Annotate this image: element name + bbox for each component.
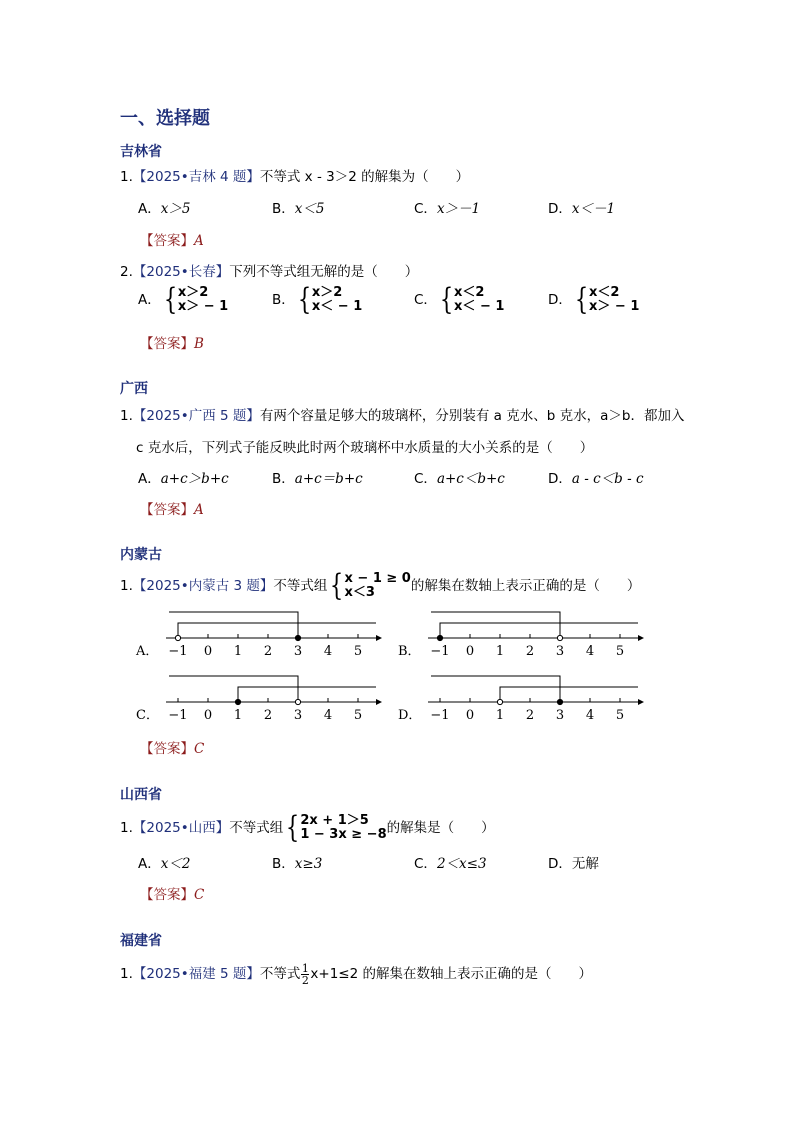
endpoint-dot (295, 699, 300, 704)
fraction: $\frac{1}{2}$ (301, 961, 309, 987)
tick-label: 5 (615, 708, 625, 723)
tick-label: 5 (615, 644, 625, 659)
option-a: A．x＜2 (138, 856, 191, 872)
option-label: B． (398, 644, 421, 659)
question-neimenggu-1: 1.【2025•内蒙古 3 题】不等式组 { x − 1 ≥ 0 x＜3 的解集在数轴上表示正确的是（ ） (120, 568, 641, 603)
range-bracket (431, 676, 560, 702)
option-d: D．x＜－1 (548, 201, 616, 217)
option-d: D． { x＜2 x＞ − 1 (548, 282, 640, 317)
option-b: B．a+c＝b+c (272, 471, 363, 487)
tick-label: −1 (430, 644, 450, 659)
tick-label: 3 (555, 708, 565, 723)
answer-jilin-1: 【答案】A (140, 233, 204, 249)
tick-label: −1 (168, 708, 188, 723)
source-tag-close: 】 (246, 169, 260, 185)
tick-label: 1 (495, 708, 505, 723)
option-c: C．2＜x≤3 (414, 856, 487, 872)
answer-neimenggu-1: 【答案】C (140, 741, 205, 757)
answer-changchun-2: 【答案】B (140, 336, 204, 352)
tick-label: 0 (465, 644, 475, 659)
tick-label: 4 (585, 708, 595, 723)
range-bracket (169, 676, 298, 702)
tick-label: 0 (203, 708, 213, 723)
option-label: A． (136, 644, 159, 659)
tick-label: 0 (203, 644, 213, 659)
source-tag-year: 2025• (146, 169, 189, 185)
region-heading-fujian: 福建省 (120, 933, 162, 949)
option-a: A． { x＞2 x＞ − 1 (138, 282, 229, 317)
tick-label: 1 (233, 644, 243, 659)
range-bracket (431, 612, 560, 638)
question-changchun-2: 2.【2025•长春】下列不等式组无解的是（ ） (120, 264, 419, 280)
region-heading-shanxi: 山西省 (120, 787, 162, 803)
question-guangxi-1-line2: c 克水后，下列式子能反映此时两个玻璃杯中水质量的大小关系的是（ ） (136, 440, 594, 456)
tick-label: 5 (353, 644, 363, 659)
option-b: B． { x＞2 x＜ − 1 (272, 282, 363, 317)
option-a: A．x＞5 (138, 201, 191, 217)
tick-label: 3 (293, 708, 303, 723)
region-heading-guangxi: 广西 (120, 381, 148, 397)
question-guangxi-1: 1.【2025•广西 5 题】有两个容量足够大的玻璃杯，分别装有 a 克水、b 克水，a＞b．都加入 (120, 408, 685, 424)
option-c: C．a+c＜b+c (414, 471, 505, 487)
question-fujian-1: 1.【2025•福建 5 题】不等式 $\frac{1}{2}$ x+1≤2 的解集在数轴上表示正确的是（ ） (120, 961, 592, 987)
tick-label: 3 (293, 644, 303, 659)
question-number: 1. (120, 169, 133, 185)
section-title: 一、选择题 (120, 108, 210, 129)
endpoint-dot (557, 635, 562, 640)
range-bracket (500, 687, 638, 702)
endpoint-dot (175, 635, 180, 640)
tick-label: 0 (465, 708, 475, 723)
option-c: C． { x＜2 x＜ − 1 (414, 282, 505, 317)
option-b: B．x≥3 (272, 856, 323, 872)
endpoint-dot (437, 635, 442, 640)
source-tag-open: 【 (132, 169, 147, 185)
answer-shanxi-1: 【答案】C (140, 887, 205, 903)
option-d: D．无解 (548, 856, 599, 872)
question-jilin-1 (120, 165, 469, 185)
tick-label: 1 (233, 708, 243, 723)
tick-label: 4 (323, 708, 333, 723)
endpoint-dot (295, 635, 300, 640)
tick-label: 4 (585, 644, 595, 659)
number-line-options (130, 600, 650, 730)
question-text: 不等式 x - 3＞2 的解集为（ ） (259, 169, 470, 185)
question-shanxi-1: 1.【2025•山西】不等式组 { 2x + 1＞5 1 − 3x ≥ −8 的解集是（ ） (120, 810, 495, 845)
tick-label: 2 (525, 644, 535, 659)
tick-label: 2 (263, 708, 273, 723)
option-c: C．x＞－1 (414, 201, 481, 217)
axis-arrow (638, 635, 644, 641)
axis-arrow (638, 699, 644, 705)
tick-label: 3 (555, 644, 565, 659)
answer-guangxi-1: 【答案】A (140, 502, 204, 518)
option-label: D． (398, 708, 422, 723)
option-a: A．a+c＞b+c (138, 471, 229, 487)
tick-label: −1 (168, 644, 188, 659)
tick-label: 5 (353, 708, 363, 723)
endpoint-dot (497, 699, 502, 704)
tick-label: 2 (525, 708, 535, 723)
range-bracket (169, 612, 298, 638)
tick-label: 4 (323, 644, 333, 659)
tick-label: −1 (430, 708, 450, 723)
endpoint-dot (557, 699, 562, 704)
option-d: D．a - c＜b - c (548, 471, 644, 487)
axis-arrow (376, 635, 382, 641)
region-heading-jilin: 吉林省 (120, 144, 162, 160)
endpoint-dot (235, 699, 240, 704)
range-bracket (238, 687, 376, 702)
option-label: C． (136, 708, 159, 723)
axis-arrow (376, 699, 382, 705)
tick-label: 1 (495, 644, 505, 659)
option-b: B．x＜5 (272, 201, 325, 217)
tick-label: 2 (263, 644, 273, 659)
region-heading-neimenggu: 内蒙古 (120, 547, 162, 563)
source-tag-name: 吉林 4 题 (188, 169, 247, 185)
